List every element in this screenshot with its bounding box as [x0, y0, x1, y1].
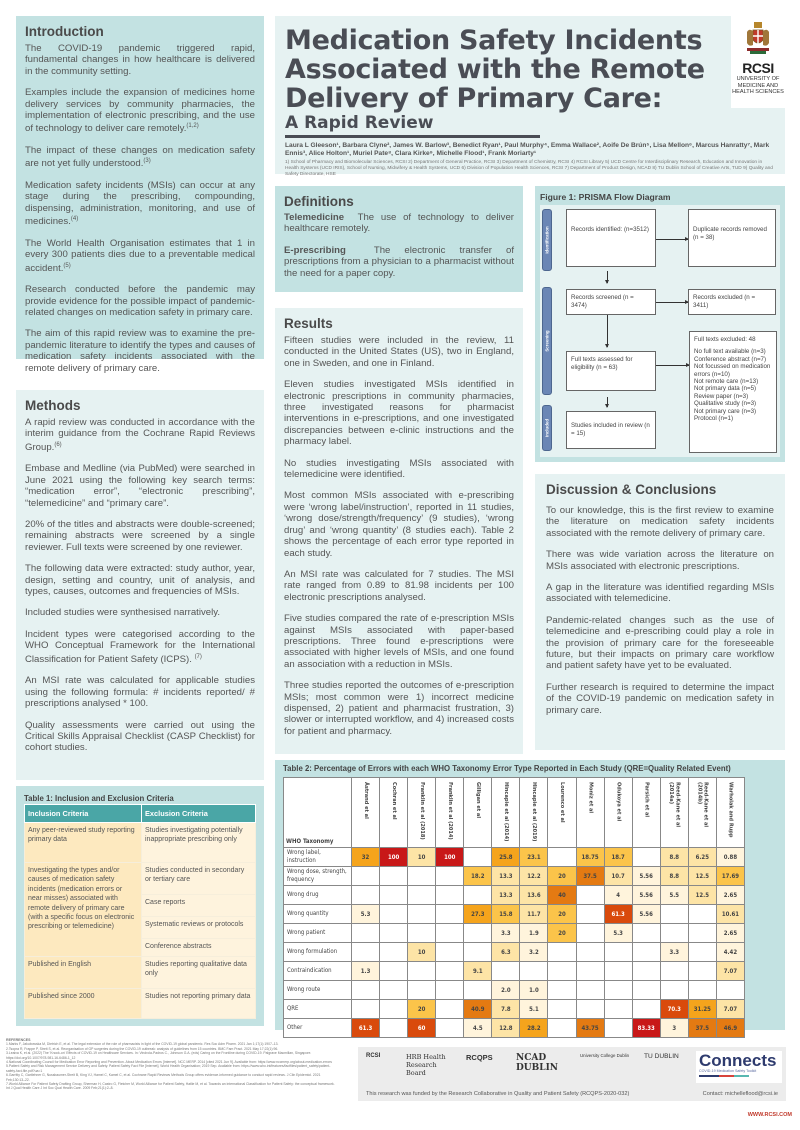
error-type-label: Wrong quantity	[284, 905, 352, 924]
exclusion-cell: Systematic reviews or protocols	[142, 917, 256, 939]
percentage-cell: 37.5	[576, 867, 604, 886]
percentage-cell: 10	[408, 848, 436, 867]
exclusion-cell: Studies not reporting primary data	[142, 989, 256, 1019]
box-studies-included: Studies included in review (n = 15)	[566, 411, 656, 449]
error-type-label: Wrong dose, strength, frequency	[284, 867, 352, 886]
funding-statement: This research was funded by the Research Collaborative in Quality and Patient Safety (RCQPS-2020-032)	[366, 1091, 630, 1097]
percentage-cell	[380, 905, 408, 924]
exclusion-cell: Studies reporting qualitative data only	[142, 957, 256, 989]
percentage-cell: 0.88	[716, 848, 744, 867]
study-column-header: Franklin et al (2018)	[408, 778, 436, 848]
percentage-cell: 3.3	[660, 943, 688, 962]
percentage-cell: 3	[660, 1019, 688, 1038]
percentage-cell	[352, 943, 380, 962]
percentage-cell	[576, 924, 604, 943]
percentage-cell: 5.1	[520, 1000, 548, 1019]
methods-paragraph: Quality assessments were carried out using the Critical Skills Appraisal Checklist (CASP Checklist) for cohort studies.	[25, 719, 255, 754]
table-row	[284, 848, 745, 867]
error-type-label: QRE	[284, 1000, 352, 1019]
percentage-cell	[632, 924, 660, 943]
intro-paragraph: Examples include the expansion of medicines home delivery services by community pharmacies, the implementation of electronic prescribing, and the use of technology to deliver care remotely.$^{(1,2)}$	[25, 87, 255, 135]
percentage-cell: 1.3	[352, 962, 380, 981]
percentage-cell	[632, 962, 660, 981]
methods-panel	[16, 390, 264, 780]
table1-title: Table 1: Inclusion and Exclusion Criteria	[24, 794, 174, 803]
poster-subtitle: A Rapid Review	[285, 113, 434, 133]
percentage-cell: 12.8	[492, 1019, 520, 1038]
percentage-cell	[380, 1000, 408, 1019]
results-panel	[275, 308, 523, 754]
percentage-cell: 9.1	[464, 962, 492, 981]
arrow	[607, 271, 608, 283]
percentage-cell: 40.9	[464, 1000, 492, 1019]
percentage-cell	[464, 981, 492, 1000]
ncad-logo: NCAD DUBLIN	[516, 1053, 559, 1073]
definitions-panel	[275, 186, 523, 292]
definition-eprescribing: E-prescribing The electronic transfer of prescriptions from a physician to a pharmacist without the need for a paper copy.	[284, 244, 514, 279]
percentage-cell: 13.3	[492, 867, 520, 886]
percentage-cell	[548, 1000, 576, 1019]
results-paragraph: Fifteen studies were included in the review, 11 conducted in the United States (US), two in England, one in Sweden, and one in Finland.	[284, 335, 514, 369]
percentage-cell	[660, 905, 688, 924]
intro-paragraph: The impact of these changes on medication safety are not yet fully understood.$^{(3)}$	[25, 145, 255, 170]
percentage-cell	[604, 1019, 632, 1038]
introduction-panel	[16, 16, 264, 374]
methods-paragraph: The following data were extracted: study author, year, design, setting and country, unit of analysis, and types, causes, outcomes and frequencies of MSIs.	[25, 563, 255, 598]
intro-paragraph: The COVID-19 pandemic triggered rapid, fundamental changes in how healthcare is delivered in the community setting.	[25, 43, 255, 77]
percentage-cell: 1.0	[520, 981, 548, 1000]
discussion-paragraph: Further research is required to determine the impact of the COVID-19 pandemic on medication safety in primary care.	[546, 681, 774, 716]
exclusion-cell: Studies investigating potentially inappropriate prescribing only	[142, 823, 256, 863]
results-paragraph: An MSI rate was calculated for 7 studies. The MSI rate ranged from 0.89 to 81.98 incidents per 100 electronic prescriptions analysed.	[284, 568, 514, 603]
intro-paragraph: The World Health Organisation estimates that 1 in every 300 patients dies due to a preventable medical accident.$^{(5)}$	[25, 237, 255, 274]
percentage-cell: 1.9	[520, 924, 548, 943]
error-type-label: Wrong formulation	[284, 943, 352, 962]
results-paragraph: Most common MSIs associated with e-prescribing were ‘wrong label/instruction’, reported in 11 studies, ‘wrong dose/strength/frequency’ (9 studies), ‘wrong drug’ and ‘wrong quantity’ (8 studies each). Table 2 shows the percentage of each error type reported in each study.	[284, 490, 514, 559]
percentage-cell	[352, 886, 380, 905]
results-paragraph: Five studies compared the rate of e-prescription MSIs against MSIs associated with paper-based prescriptions. Three found e-prescriptions were associated with higher levels of MSIs, and one found an association with a reduction in MSIs.	[284, 613, 514, 670]
table-row	[284, 1000, 745, 1019]
discussion-paragraph: To our knowledge, this is the first review to examine the literature on medication safety incidents associated with the remote delivery of primary care.	[546, 505, 774, 539]
table2-title: Table 2: Percentage of Errors with each WHO Taxonomy Error Type Reported in Each Study (QRE=Quality Related Event)	[283, 764, 731, 773]
methods-paragraph: 20% of the titles and abstracts were double-screened; remaining abstracts were screened by a single reviewer. Full texts were screened by one reviewer.	[25, 519, 255, 553]
percentage-cell	[688, 981, 716, 1000]
percentage-cell	[688, 962, 716, 981]
arrow	[656, 239, 688, 240]
percentage-cell	[408, 905, 436, 924]
table2-panel	[275, 760, 785, 1030]
title-panel	[275, 16, 785, 178]
exclusion-header: Exclusion Criteria	[142, 805, 256, 823]
percentage-cell: 18.7	[604, 848, 632, 867]
inclusion-header: Inclusion Criteria	[25, 805, 142, 823]
error-type-label: Contraindication	[284, 962, 352, 981]
percentage-cell	[380, 981, 408, 1000]
percentage-cell: 100	[380, 848, 408, 867]
percentage-cell: 7.8	[492, 1000, 520, 1019]
box-fulltexts-assessed: Full texts assessed for eligibility (n = 63)	[566, 351, 656, 391]
error-type-label: Wrong patient	[284, 924, 352, 943]
percentage-cell	[688, 905, 716, 924]
references-section: REFERENCES 1.Marks F, Jakubowska M, Dietrich E, et al. The legal extension of the role of pharmacists in light of the COVID-19 global pandemic. Res Soc Adm Pharm. 2021 Jan 1;17(1):1907–13. 2.Tsopra R, Frappe P, Streit S, et al. Reorganisation of GP surgeries during the COVID-19 outbreak: analysis of guidelines from 15 countries. BMC Fam Pract. 2021 May 17;22(1):96. 3.Leaiva K, et al. (2022) The 'Knock-on' Effects of COVID-19 on Healthcare Services. In: Vindrola-Padros C., Johnson G.A. (eds) Caring on the Frontline during COVID-19. Palgrave Macmillan, Singapore. https://doi.org/10.1007/978-981-16-6486-1_12 4.National Coordinating Council for Medication Error Reporting and Prevention. About Medication Errors [Internet]. NCC MERP. 2014 [cited 2021 Jun 9]. Available from: https://www.nccmerp.org/about-medication-errors 5.Patient Safety and Risk Management Service Delivery and Safety. Patient Safety Fact File [Internet]. World Health Organisation; 2019 Sep. Available from: https://www.who.int/features/factfiles/patient_safety/patient-safety-fact-file.pdf?ua=1 6.Garritty C, Gartlehner G, Nussbaumer-Streit B, King VJ, Hamel C, Kamel C, et al. Cochrane Rapid Reviews Methods Group offers evidence-informed guidance to conduct rapid reviews. J Clin Epidemiol. 2021 Feb;130:13–22. 7.World Alliance For Patient Safety Drafting Group, Sherman H, Castro G, Fletcher M, World Alliance for Patient Safety, Hatlie M, et al. Towards an international Classification for Patient Safety: the conceptual framework. Int J Qual Health Care J Int Soc Qual Health Care. 2009 Feb;21(1):2–8.	[6, 1038, 335, 1091]
percentage-cell	[548, 848, 576, 867]
percentage-cell	[408, 924, 436, 943]
methods-paragraph: Embase and Medline (via PubMed) were searched in June 2021 using the following key search terms: “medication error”, “electronic prescribing”, “telemedicine” and “primary care”.	[25, 463, 255, 509]
percentage-cell: 5.56	[632, 905, 660, 924]
percentage-cell: 20	[408, 1000, 436, 1019]
percentage-cell	[380, 962, 408, 981]
study-column-header: Warholak and Rupp	[716, 778, 744, 848]
box-records-excluded: Records excluded (n = 3411)	[688, 289, 776, 315]
percentage-cell	[688, 943, 716, 962]
percentage-cell	[464, 886, 492, 905]
arrow	[656, 302, 688, 303]
percentage-cell: 7.07	[716, 1000, 744, 1019]
arrow	[607, 315, 608, 347]
table1-panel	[16, 786, 264, 1026]
percentage-cell: 18.2	[464, 867, 492, 886]
intro-paragraph: Research conducted before the pandemic may provide evidence for the possible impact of pandemic-related changes on medication safety in primary care.	[25, 284, 255, 319]
study-column-header: Åstrand et al	[352, 778, 380, 848]
methods-paragraph: Incident types were categorised according to the WHO Conceptual Framework for the International Classification for Patient Safety (ICPS). $^{(7)}$	[25, 628, 255, 665]
rcsi-crest-icon	[744, 20, 772, 56]
percentage-cell: 28.2	[520, 1019, 548, 1038]
percentage-cell	[436, 962, 464, 981]
percentage-cell: 8.8	[660, 848, 688, 867]
percentage-cell: 2.65	[716, 886, 744, 905]
percentage-cell	[576, 962, 604, 981]
percentage-cell	[408, 886, 436, 905]
study-column-header: Parsich et al	[632, 778, 660, 848]
percentage-cell: 11.7	[520, 905, 548, 924]
percentage-cell: 6.3	[492, 943, 520, 962]
percentage-cell: 31.25	[688, 1000, 716, 1019]
intro-paragraph: The aim of this rapid review was to examine the pre-pandemic literature to identify the types and causes of medication safety incidents associated with the remote delivery of primary care.	[25, 328, 255, 374]
percentage-cell: 12.5	[688, 867, 716, 886]
percentage-cell	[548, 943, 576, 962]
discussion-paragraph: There was wide variation across the literature on MSIs associated with electronic prescriptions.	[546, 549, 774, 572]
percentage-cell: 13.6	[520, 886, 548, 905]
table-row	[284, 943, 745, 962]
percentage-cell: 5.5	[660, 886, 688, 905]
inclusion-cell: Investigating the types and/or causes of medication safety incidents (medication errors or near misses) associated with remote delivery of primary care (with a specific focus on electronic prescribing or telemedicine)	[25, 863, 142, 957]
discussion-panel	[535, 474, 785, 750]
rcsi-logo	[731, 16, 785, 108]
percentage-cell	[408, 981, 436, 1000]
prisma-figure-panel	[535, 186, 785, 462]
hrb-logo: HRB Health Research Board	[406, 1053, 446, 1077]
connects-logo: Connects COVID-19 Medication Safety Toolkit	[696, 1051, 782, 1083]
percentage-cell: 13.3	[492, 886, 520, 905]
percentage-cell	[464, 924, 492, 943]
percentage-cell: 61.3	[352, 1019, 380, 1038]
percentage-cell: 83.33	[632, 1019, 660, 1038]
poster-title: Medication Safety Incidents Associated with the Remote Delivery of Primary Care:	[285, 25, 705, 114]
percentage-cell: 8.8	[660, 867, 688, 886]
author-list: Laura L Gleeson¹, Barbara Clyne², James W. Barlow³, Benedict Ryan¹, Paul Murphy⁴, Emma Wallace², Aoife De Brún⁵, Lisa Mellon⁶, Marcus Hanratty⁷, Mark Ennis³, Alice Holton¹, Muriel Pate⁸, Clara Kirke⁹, Michelle Flood¹, Frank Moriarty¹	[285, 142, 770, 158]
methods-paragraph: A rapid review was conducted in accordance with the interim guidance from the Cochrane Rapid Reviews Group.$^{(6)}$	[25, 417, 255, 453]
percentage-cell: 40	[548, 886, 576, 905]
percentage-cell	[632, 848, 660, 867]
percentage-cell	[352, 867, 380, 886]
stage-screening: Screening	[542, 287, 552, 395]
percentage-cell: 18.75	[576, 848, 604, 867]
inclusion-cell: Published in English	[25, 957, 142, 989]
percentage-cell: 23.1	[520, 848, 548, 867]
stage-identification: Identification	[542, 209, 552, 271]
inclusion-cell: Any peer-reviewed study reporting primary data	[25, 823, 142, 863]
percentage-cell: 4.5	[464, 1019, 492, 1038]
percentage-cell	[660, 981, 688, 1000]
percentage-cell: 5.56	[632, 886, 660, 905]
intro-paragraph: Medication safety incidents (MSIs) can occur at any stage during the prescribing, compounding, dispensing, administration, monitoring, and use of medicines.$^{(4)}$	[25, 180, 255, 228]
study-column-header: Hincapie et al (2014)	[492, 778, 520, 848]
percentage-cell: 20	[548, 867, 576, 886]
methods-paragraph: An MSI rate was calculated for applicable studies using the following formula: # incidents reported/ # prescriptions analysed * 100.	[25, 675, 255, 710]
percentage-cell: 20	[548, 924, 576, 943]
box-fulltexts-excluded: Full texts excluded: 48 No full text available (n=3) Conference abstract (n=7) Not focussed on medication errors (n=10) Not remote care (n=13) Not primary data (n=5) Review paper (n=3) Qualitative study (n=3) Not primary care (n=3) Protocol (n=1)	[689, 331, 777, 453]
percentage-cell: 4.42	[716, 943, 744, 962]
table-row	[284, 962, 745, 981]
percentage-cell: 3.3	[492, 924, 520, 943]
table-row	[284, 981, 745, 1000]
percentage-cell: 10.61	[716, 905, 744, 924]
percentage-cell	[380, 924, 408, 943]
box-records-identified: Records identified: (n=3512)	[566, 209, 656, 267]
percentage-cell: 61.3	[604, 905, 632, 924]
study-column-header: Reed-Kane et al (2014b)	[688, 778, 716, 848]
ucd-logo: University College Dublin	[580, 1053, 630, 1058]
percentage-cell: 12.2	[520, 867, 548, 886]
percentage-cell	[688, 924, 716, 943]
percentage-cell: 2.0	[492, 981, 520, 1000]
error-type-label: Wrong route	[284, 981, 352, 1000]
figure1-title: Figure 1: PRISMA Flow Diagram	[540, 192, 671, 202]
results-paragraph: Three studies reported the outcomes of e-prescription MSIs; most common were 1) incorrect medicine dispensed, 2) patient and pharmacist frustration, 3) slower or interrupted workflow, and 4) increased costs for patient and pharmacy.	[284, 680, 514, 737]
sponsors-bar	[358, 1047, 786, 1101]
percentage-cell: 27.3	[464, 905, 492, 924]
percentage-cell: 5.56	[632, 867, 660, 886]
results-paragraph: Eleven studies investigated MSIs identified in electronic prescriptions in community pharmacies, three investigated reasons for pharmacist interventions in e-prescriptions, and one investigated discrepancies between e-clinic instructions and the pharmacy label.	[284, 379, 514, 448]
percentage-cell	[436, 905, 464, 924]
box-duplicates-removed: Duplicate records removed (n = 38)	[688, 209, 776, 267]
percentage-cell: 17.69	[716, 867, 744, 886]
percentage-cell	[548, 1019, 576, 1038]
percentage-cell	[632, 943, 660, 962]
tu-dublin-logo: TU DUBLIN	[644, 1053, 679, 1060]
percentage-cell	[660, 924, 688, 943]
percentage-cell: 46.9	[716, 1019, 744, 1038]
percentage-cell	[464, 848, 492, 867]
rcsi-sponsor-logo: RCSI	[366, 1053, 381, 1059]
rcqps-logo: RCQPS	[466, 1053, 493, 1062]
percentage-cell	[352, 1000, 380, 1019]
table-row	[284, 924, 745, 943]
results-paragraph: No studies investigating MSIs associated with telemedicine were identified.	[284, 457, 514, 481]
percentage-cell	[660, 962, 688, 981]
who-taxonomy-header: WHO Taxonomy	[284, 778, 352, 848]
discussion-heading: Discussion & Conclusions	[546, 482, 717, 497]
percentage-cell: 10	[408, 943, 436, 962]
inclusion-cell: Published since 2000	[25, 989, 142, 1019]
definition-telemedicine: Telemedicine The use of technology to deliver healthcare remotely.	[284, 212, 514, 235]
table-row	[284, 1019, 745, 1038]
percentage-cell	[464, 943, 492, 962]
percentage-cell	[604, 1000, 632, 1019]
percentage-cell	[576, 886, 604, 905]
percentage-cell	[436, 867, 464, 886]
introduction-heading: Introduction	[25, 24, 104, 39]
rcsi-wordmark: RCSI	[742, 60, 774, 76]
percentage-cell	[492, 962, 520, 981]
arrow	[607, 397, 608, 407]
study-column-header: Odukoya et al	[604, 778, 632, 848]
percentage-cell: 25.8	[492, 848, 520, 867]
table-row	[284, 867, 745, 886]
percentage-cell: 15.8	[492, 905, 520, 924]
exclusion-cell: Conference abstracts	[142, 939, 256, 957]
percentage-cell: 10.7	[604, 867, 632, 886]
percentage-cell	[436, 886, 464, 905]
inclusion-exclusion-table	[24, 804, 256, 1019]
arrow	[656, 365, 689, 366]
error-type-label: Wrong drug	[284, 886, 352, 905]
percentage-cell	[548, 962, 576, 981]
percentage-cell	[408, 867, 436, 886]
percentage-cell	[576, 905, 604, 924]
study-column-header: Franklin et al (2014)	[436, 778, 464, 848]
percentage-cell	[380, 886, 408, 905]
study-column-header: Gilligan et al	[464, 778, 492, 848]
discussion-paragraph: A gap in the literature was identified regarding MSIs associated with telemedicine.	[546, 582, 774, 605]
methods-heading: Methods	[25, 398, 81, 413]
percentage-cell	[632, 1000, 660, 1019]
percentage-cell: 43.75	[576, 1019, 604, 1038]
percentage-cell	[716, 981, 744, 1000]
percentage-cell: 2.65	[716, 924, 744, 943]
percentage-cell	[380, 1019, 408, 1038]
discussion-paragraph: Pandemic-related changes such as the use of telemedicine and e-prescribing could play a role in the provision of primary care for the foreseeable future, but their impacts on primary care workflow and patient safety have yet to be evaluated.	[546, 614, 774, 672]
percentage-cell	[380, 943, 408, 962]
percentage-cell	[604, 962, 632, 981]
percentage-cell	[352, 924, 380, 943]
error-type-label: Other	[284, 1019, 352, 1038]
percentage-cell	[436, 1000, 464, 1019]
study-column-header: Reed-Kane et al (2014a)	[660, 778, 688, 848]
percentage-cell	[576, 1000, 604, 1019]
error-type-label: Wrong label, instruction	[284, 848, 352, 867]
percentage-cell: 3.2	[520, 943, 548, 962]
table-row	[284, 886, 745, 905]
error-type-heatmap-table	[283, 777, 745, 1038]
methods-paragraph: Included studies were synthesised narratively.	[25, 607, 220, 619]
affiliations: 1) School of Pharmacy and Biomolecular Sciences, RCSI 2) Department of General Practice, RCSI 3) Department of Chemistry, RCSI 4) RCSI Library 5) UCD Centre for Interdisciplinary Research, Education and Innovation in Health Systems (UCD IRIS), School of Nursing, Midwifery & Health Systems, UCD 6) Division of Population Health Sciences, RCSI 7) Department of Product Design, NCAD 8) TU Dublin School of Creative Arts, TUD 9) Quality and Safety Directorate, HSE	[285, 159, 773, 178]
title-divider	[285, 135, 540, 138]
table-row	[284, 905, 745, 924]
percentage-cell	[632, 981, 660, 1000]
box-records-screened: Records screened (n = 3474)	[566, 289, 656, 315]
percentage-cell	[604, 943, 632, 962]
percentage-cell	[436, 924, 464, 943]
study-column-header: Cochran et al	[380, 778, 408, 848]
percentage-cell: 60	[408, 1019, 436, 1038]
percentage-cell	[604, 981, 632, 1000]
percentage-cell	[436, 981, 464, 1000]
percentage-cell: 7.07	[716, 962, 744, 981]
percentage-cell: 6.25	[688, 848, 716, 867]
stage-included: Included	[542, 405, 552, 451]
percentage-cell: 70.3	[660, 1000, 688, 1019]
percentage-cell	[576, 981, 604, 1000]
results-heading: Results	[284, 316, 333, 331]
percentage-cell	[408, 962, 436, 981]
percentage-cell	[576, 943, 604, 962]
exclusion-cell: Studies conducted in secondary or tertiary care	[142, 863, 256, 895]
percentage-cell	[436, 1019, 464, 1038]
prisma-flow-diagram	[540, 205, 780, 457]
study-column-header: Hincapie et al (2019)	[520, 778, 548, 848]
percentage-cell: 32	[352, 848, 380, 867]
percentage-cell: 20	[548, 905, 576, 924]
percentage-cell: 100	[436, 848, 464, 867]
definitions-heading: Definitions	[284, 194, 354, 209]
contact-email[interactable]: Contact: michelleflood@rcsi.ie	[702, 1091, 778, 1097]
percentage-cell: 5.3	[352, 905, 380, 924]
percentage-cell: 4	[604, 886, 632, 905]
percentage-cell	[352, 981, 380, 1000]
percentage-cell	[548, 981, 576, 1000]
study-column-header: Lourenco et al	[548, 778, 576, 848]
study-column-header: Moniz et al	[576, 778, 604, 848]
website-link[interactable]: WWW.RCSI.COM	[747, 1112, 792, 1118]
percentage-cell: 12.5	[688, 886, 716, 905]
percentage-cell	[380, 867, 408, 886]
percentage-cell: 5.3	[604, 924, 632, 943]
percentage-cell	[520, 962, 548, 981]
exclusion-cell: Case reports	[142, 895, 256, 917]
percentage-cell	[436, 943, 464, 962]
rcsi-tagline: UNIVERSITY OF MEDICINE AND HEALTH SCIENCES	[732, 76, 784, 96]
percentage-cell: 37.5	[688, 1019, 716, 1038]
